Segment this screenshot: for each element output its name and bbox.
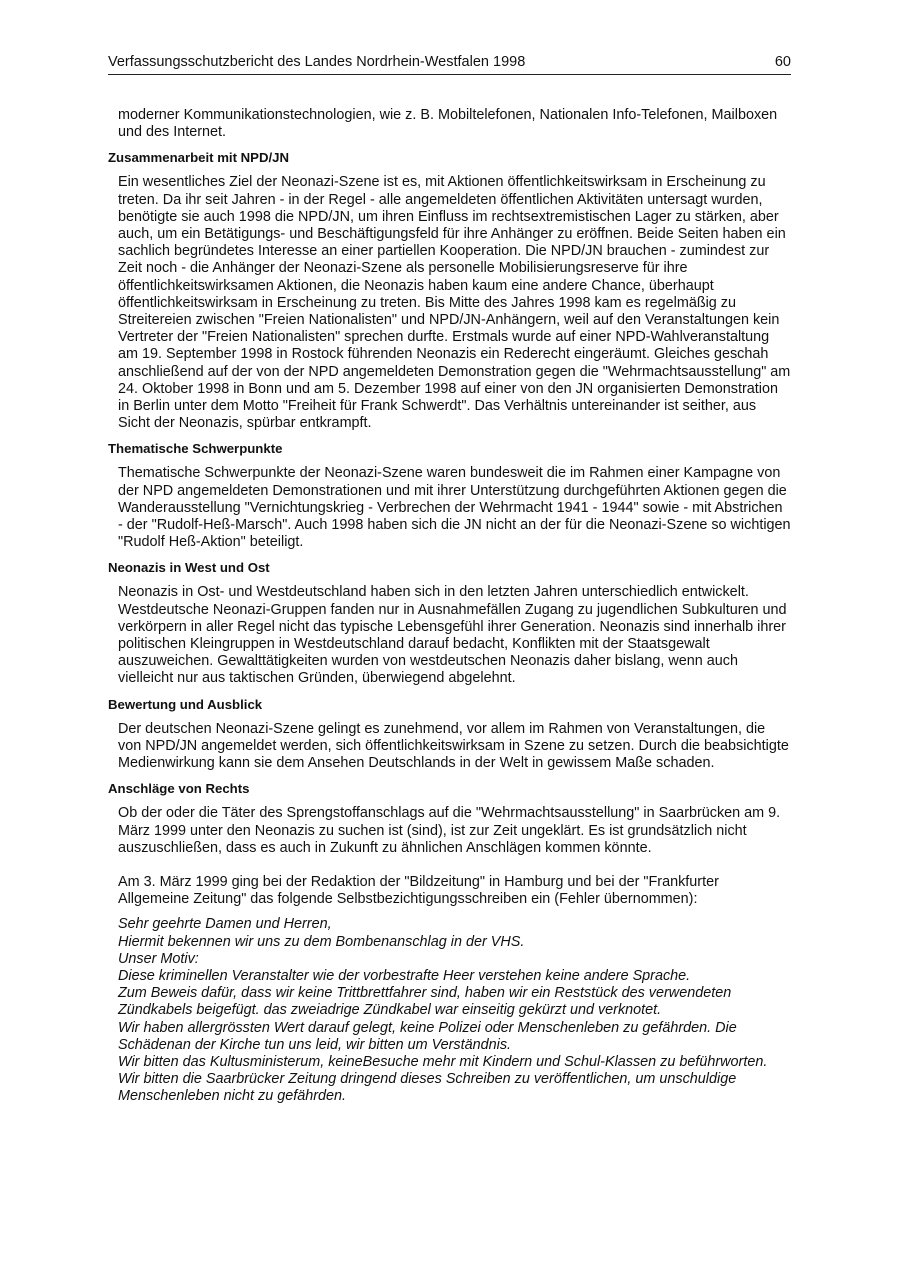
section-text-west-ost: Neonazis in Ost- und Westdeutschland haben sich in den letzten Jahren unterschiedlich entwickelt. Westdeutsche Neonazi-Gruppen fanden nur in Ausnahmefällen Zugang zu jugendlichen Subkulturen und verkörpern in aller Regel nicht das typische Lebensgefühl ihrer Generation. Neonazis sind innerhalb ihrer politischen Kleingruppen in Westdeutschland darauf bedacht, Konflikten mit der Staatsgewalt auszuweichen. Gewalttätigkeiten wurden von westdeutschen Neonazis daher bislang, wenn auch vielleicht nur aus taktischen Gründen, überwiegend abgelehnt. <box>118 584 787 687</box>
section-text-npd-jn: Ein wesentliches Ziel der Neonazi-Szene ist es, mit Aktionen öffentlichkeitswirksam in Erscheinung zu treten. Da ihr seit Jahren - in der Regel - alle angemeldeten öffentlichen Aktivitäten untersagt wurden, benötigte sie auch 1998 die NPD/JN, um ihren Einfluss im rechtsextremistischen Lager zu stärken, aber auch, um ein Betätigungs- und Beschäftigungsfeld für ihre Anhänger zu eröffnen. Beide Seiten haben ein sachlich begründetes Interesse an einer partiellen Kooperation. Die NPD/JN brauchen - zumindest zur Zeit noch - die Anhänger der Neonazi-Szene als personelle Mobilisierungsreserve für ihre öffentlichkeitswirksamen Aktionen, die Neonazis haben kaum eine andere Chance, überhaupt öffentlichkeitswirksam in Erscheinung zu treten. Bis Mitte des Jahres 1998 kam es regelmäßig zu Streitereien zwischen "Freien Nationalisten" und NPD/JN-Anhängern, weil auf den Veranstaltungen kein Vertreter der "Freien Nationalisten" sprechen durfte. Erstmals wurde auf einer NPD-Wahlveranstaltung am 19. September 1998 in Rostock führenden Neonazis ein Rederecht eingeräumt. Gleiches geschah anschließend auf der von der NPD angemeldeten Demonstration gegen die "Wehrmachtsausstellung" am 24. Oktober 1998 in Bonn und am 5. Dezember 1998 auf einer von den JN organisierten Demonstration in Berlin unter dem Motto "Freiheit für Frank Schwerdt". Das Verhältnis untereinander ist seither, aus Sicht der Neonazis, spürbar entkrampft. <box>118 174 791 432</box>
quote-line: Wir haben allergrössten Wert darauf gelegt, keine Polizei oder Menschenleben zu gefährden. Die Schädenan der Kirche tun uns leid, wir bitten um Verständnis. <box>118 1019 737 1053</box>
section-heading-anschlaege: Anschläge von Rechts <box>108 781 250 797</box>
quote-line: Diese kriminellen Veranstalter wie der vorbestrafte Heer verstehen keine andere Sprache. <box>118 967 691 984</box>
quote-line: Hiermit bekennen wir uns zu dem Bombenanschlag in der VHS. <box>118 933 525 950</box>
section-text-anschlaege: Ob der oder die Täter des Sprengstoffanschlags auf die "Wehrmachtsausstellung" in Saarbrücken am 9. März 1999 unter den Neonazis zu suchen ist (sind), ist zur Zeit ungeklärt. Es ist grundsätzlich nicht auszuschließen, dass es auch in Zukunft zu ähnlichen Anschlägen kommen könnte. <box>118 805 781 856</box>
section-heading-npd-jn: Zusammenarbeit mit NPD/JN <box>108 150 290 166</box>
quote-line: Sehr geehrte Damen und Herren, <box>118 916 332 933</box>
section-text-anschlaege-2: Am 3. März 1999 ging bei der Redaktion der "Bildzeitung" in Hamburg und bei der "Frankfurter Allgemeine Zeitung" das folgende Selbstbezichtigungsschreiben ein (Fehler übernommen): <box>118 873 719 908</box>
page-body <box>108 107 791 1106</box>
quote-line: Wir bitten die Saarbrücker Zeitung dringend dieses Schreiben zu veröffentlichen, um unschuldige Menschenleben nicht zu gefährden. <box>118 1071 737 1105</box>
quote-line: Wir bitten das Kultusministerum, keineBesuche mehr mit Kindern und Schul-Klassen zu beführworten. <box>118 1053 768 1070</box>
section-heading-bewertung: Bewertung und Ausblick <box>108 696 263 712</box>
header-title: Verfassungsschutzbericht des Landes Nordrhein-Westfalen 1998 <box>108 54 526 70</box>
section-text-bewertung: Der deutschen Neonazi-Szene gelingt es zunehmend, vor allem im Rahmen von Veranstaltungen, die von NPD/JN angemeldet werden, sich öffentlichkeitswirksam in Szene zu setzen. Durch die beabsichtigte Medienwirkung kann sie dem Ansehen Deutschlands in der Welt in gewissem Maße schaden. <box>118 720 789 772</box>
section-heading-west-ost: Neonazis in West und Ost <box>108 560 270 576</box>
quote-line: Zum Beweis dafür, dass wir keine Trittbrettfahrer sind, haben wir ein Reststück des verwendeten Zündkabels beigefügt. das zweiadrige Zündkabel war einseitig gekürzt und verknotet. <box>118 985 732 1019</box>
page-number: 60 <box>774 54 791 70</box>
section-text-schwerpunkte: Thematische Schwerpunkte der Neonazi-Szene waren bundesweit die im Rahmen einer Kampagne von der NPD angemeldeten Demonstrationen und mit ihrer Unterstützung durchgeführten Aktionen gegen die Wanderausstellung "Vernichtungskrieg - Verbrechen der Wehrmacht 1941 - 1944" sowie - mit Abstrichen - der "Rudolf-Heß-Marsch". Auch 1998 haben sich die JN nicht an der für die Neonazi-Szene so wichtigen "Rudolf Heß-Aktion" beteiligt. <box>118 465 791 551</box>
quote-line: Unser Motiv: <box>118 950 199 967</box>
letter-quote <box>118 916 791 1105</box>
page-header <box>108 52 791 75</box>
section-heading-schwerpunkte: Thematische Schwerpunkte <box>108 441 283 457</box>
intro-paragraph: moderner Kommunikationstechnologien, wie z. B. Mobiltelefonen, Nationalen Info-Telefonen, Mailboxen und des Internet. <box>118 107 778 141</box>
